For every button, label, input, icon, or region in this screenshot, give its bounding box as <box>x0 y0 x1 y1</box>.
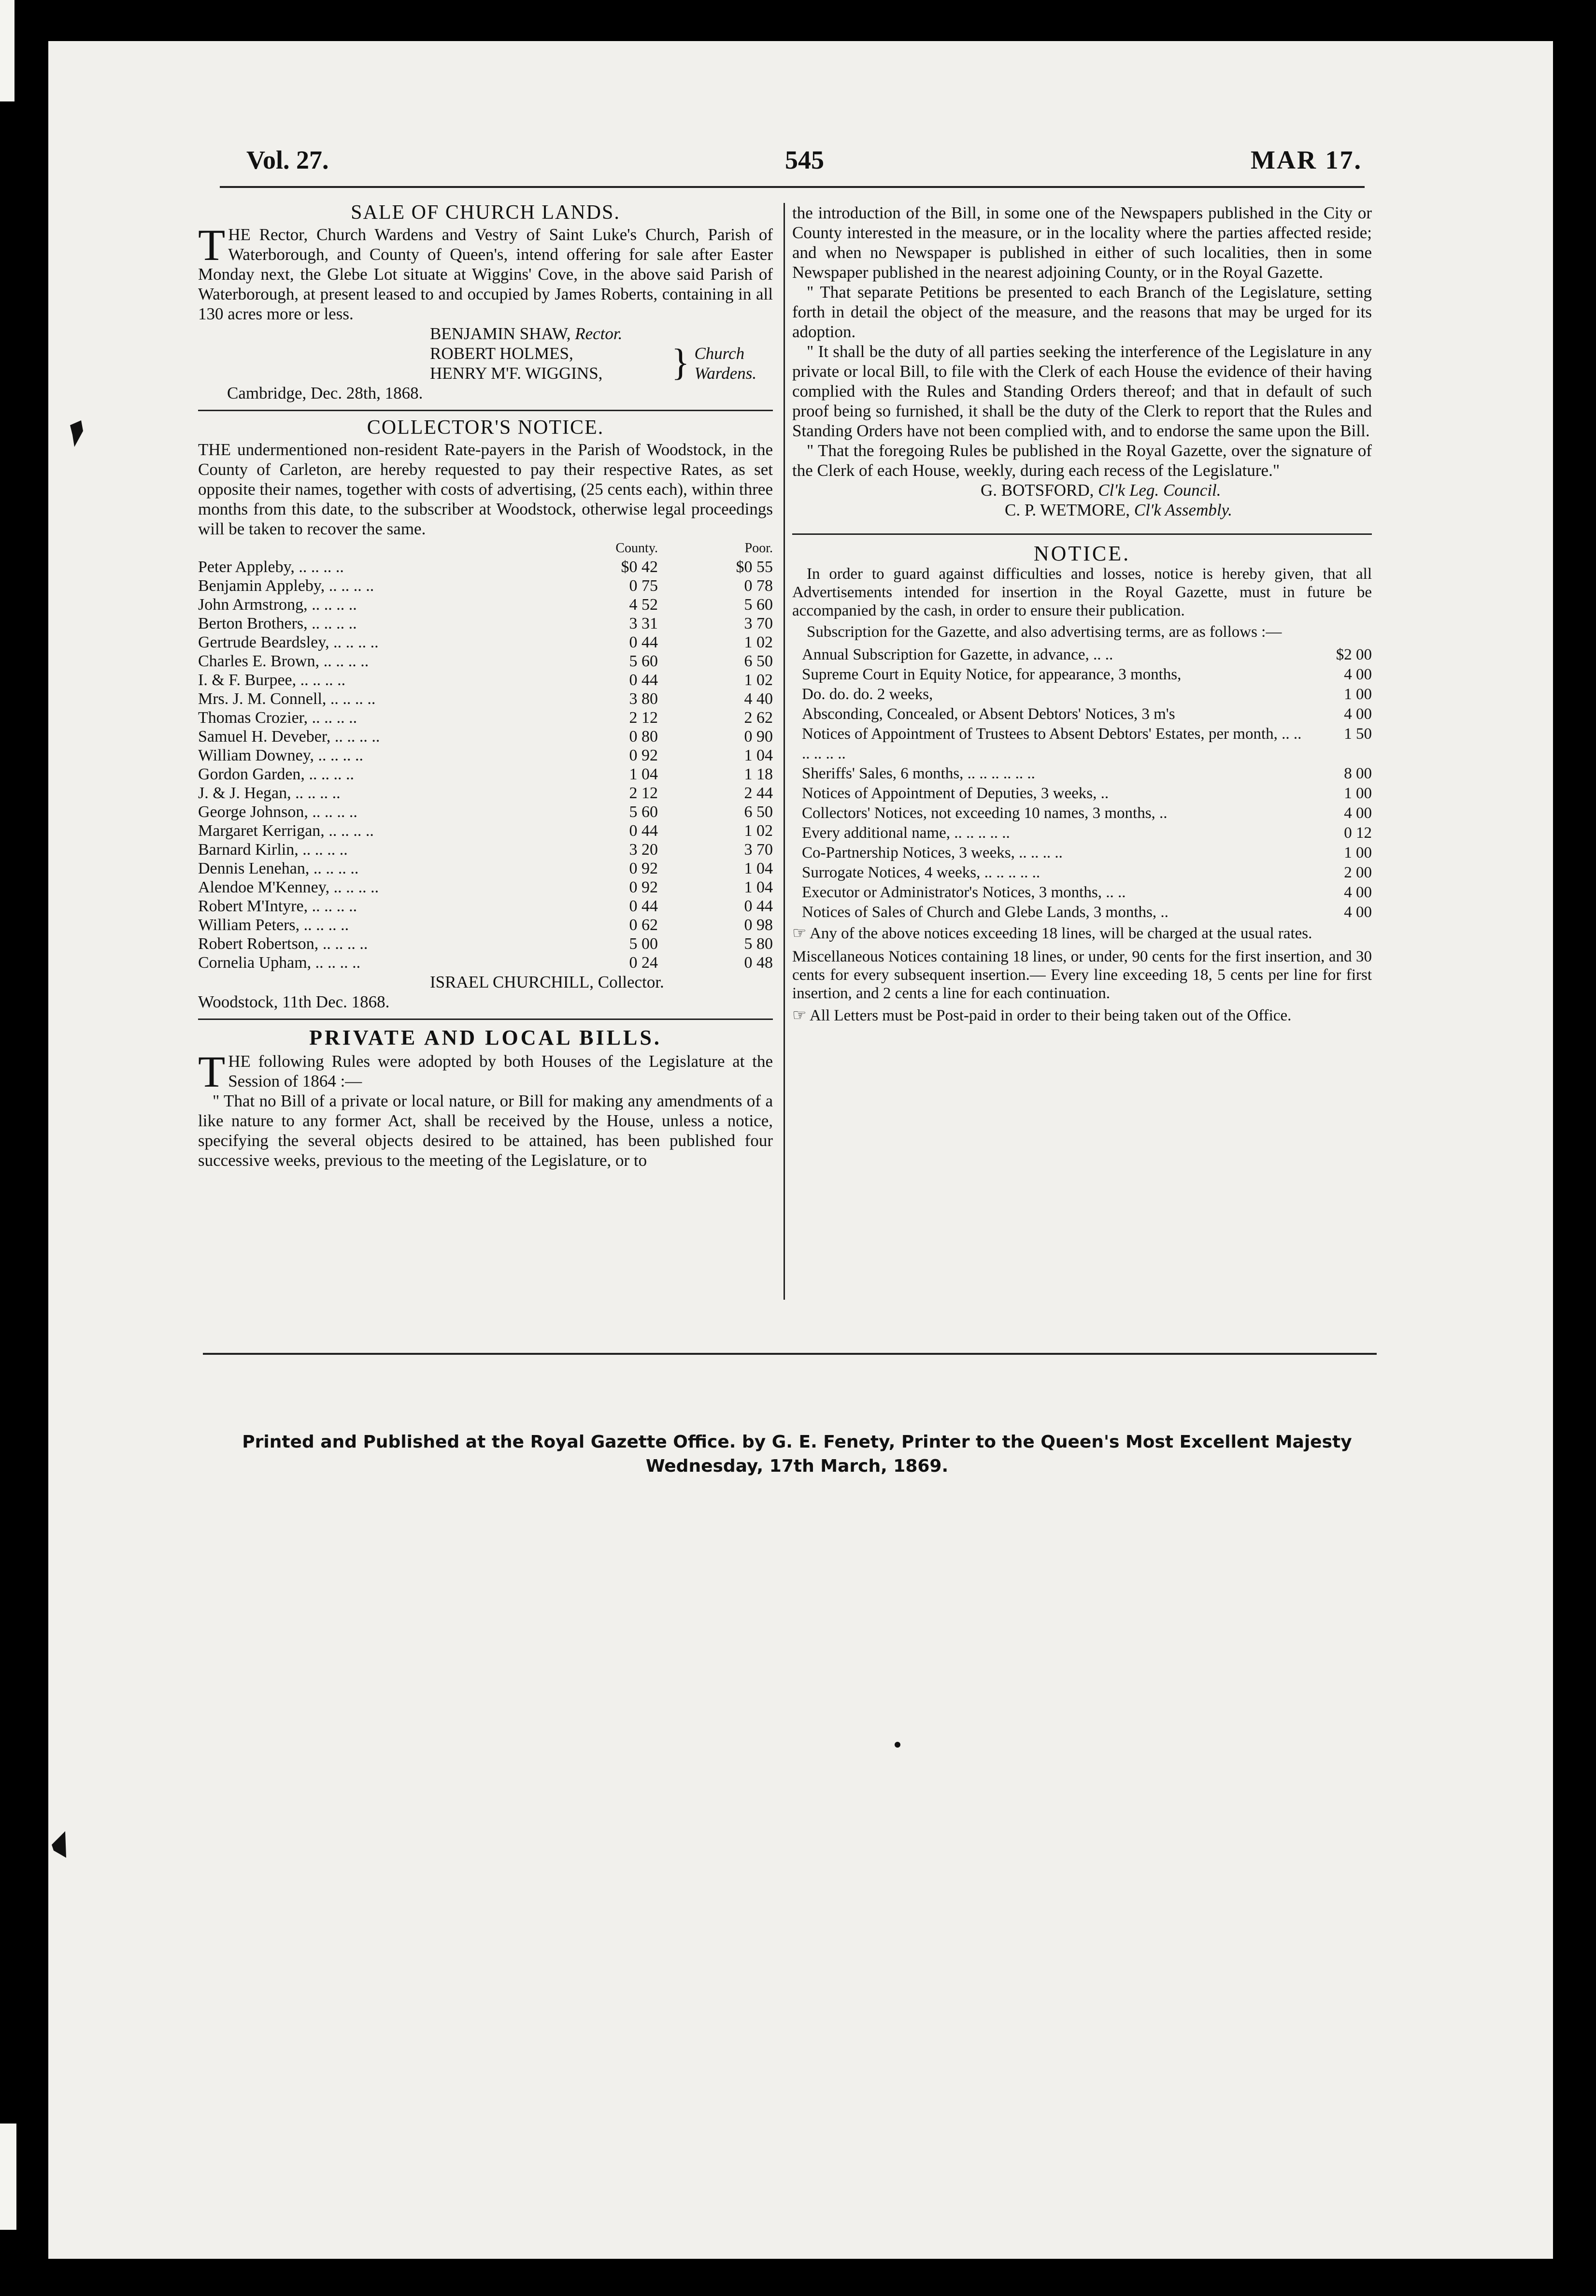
rate-item: Annual Subscription for Gazette, in advance, .. .. <box>802 646 1113 663</box>
pointing-hand-icon: ☞ <box>792 925 810 942</box>
table-row <box>198 765 773 784</box>
rate-amount: $2 00 <box>1336 646 1372 663</box>
rate-item: Every additional name, .. .. .. .. .. <box>802 824 1010 842</box>
table-row <box>198 821 773 840</box>
rate-amount: 0 12 <box>1344 824 1372 842</box>
volume-number: Vol. 27. <box>246 145 329 174</box>
rate-amount: 1 50 <box>1344 725 1372 743</box>
county-rate: 0 80 <box>629 728 658 746</box>
poor-rate: 0 98 <box>744 916 773 934</box>
county-rate: 1 04 <box>629 765 658 783</box>
rate-amount: 1 00 <box>1344 686 1372 703</box>
ratepayer-name: Barnard Kirlin, .. .. .. .. <box>198 841 348 859</box>
poor-rate: 1 04 <box>744 860 773 877</box>
collector-signature: ISRAEL CHURCHILL, Collector. <box>430 973 664 991</box>
poor-rate: 0 90 <box>744 728 773 746</box>
table-row <box>198 897 773 916</box>
rate-row <box>792 764 1372 784</box>
table-row <box>198 576 773 595</box>
county-rate: 5 00 <box>629 935 658 953</box>
ratepayer-name: Dennis Lenehan, .. .. .. .. <box>198 860 359 877</box>
rate-item: Absconding, Concealed, or Absent Debtors' Notices, 3 m's <box>802 705 1175 723</box>
rate-amount: 1 00 <box>1344 785 1372 802</box>
county-rate: 5 60 <box>629 803 658 821</box>
ratepayer-name: Samuel H. Deveber, .. .. .. .. <box>198 728 380 746</box>
rate-row <box>792 704 1372 724</box>
rate-item: Co-Partnership Notices, 3 weeks, .. .. .. .. <box>802 844 1063 861</box>
rate-item: Do. do. do. 2 weeks, <box>802 686 933 703</box>
county-rate: 5 60 <box>629 652 658 670</box>
rate-amount: 4 00 <box>1344 705 1372 723</box>
imprint-printer: Printed and Published at the Royal Gazette Office. by G. E. Fenety, Printer to the Queen's Most Excellent Majesty <box>242 1432 1352 1452</box>
margin-mark-icon <box>68 420 87 449</box>
table-row <box>198 934 773 953</box>
margin-mark-icon <box>51 1831 70 1860</box>
rate-row <box>792 804 1372 823</box>
poor-rate: 1 04 <box>744 746 773 764</box>
poor-rate: 1 04 <box>744 878 773 896</box>
table-row <box>198 689 773 708</box>
poor-rate: 0 48 <box>744 954 773 972</box>
rule-two: " That separate Petitions be presented to each Branch of the Legislature, setting forth in detail the object of the measure, and the reasons that may be urged for its adoption. <box>792 283 1372 341</box>
poor-rate: 1 18 <box>744 765 773 783</box>
rate-amount: 1 00 <box>1344 844 1372 861</box>
county-rate: 0 44 <box>629 822 658 840</box>
collectors-notice-body: THE undermentioned non-resident Rate-payers in the Parish of Woodstock, in the County of Carleton, are hereby requested to pay their respective Rates, as set opposite their names, together with costs of advertising, (25 cents each), within three months from this date, to the subscriber at Woodstock, otherwise legal proceedings will be taken to recover the same. <box>198 440 773 538</box>
council-clerk-signature: G. BOTSFORD, Cl'k Leg. Council. <box>981 481 1221 500</box>
ratepayer-name: Berton Brothers, .. .. .. .. <box>198 615 357 632</box>
county-rate: 2 12 <box>629 709 658 727</box>
binding-tab <box>0 0 14 101</box>
poor-rate: $0 55 <box>736 558 773 576</box>
poor-rate: 1 02 <box>744 671 773 689</box>
table-row <box>198 614 773 633</box>
postage-note: ☞ All Letters must be Post-paid in order to their being taken out of the Office. <box>792 1007 1292 1024</box>
section-rule <box>198 410 773 411</box>
private-bills-title: PRIVATE AND LOCAL BILLS. <box>309 1026 662 1049</box>
table-row <box>198 803 773 821</box>
county-rate: 0 92 <box>629 746 658 764</box>
brace-icon: } <box>671 341 690 383</box>
rate-row <box>792 665 1372 685</box>
drop-cap: T <box>198 220 226 270</box>
notice-para-terms: Subscription for the Gazette, and also advertising terms, are as follows :— <box>807 623 1282 641</box>
rate-amount: 4 00 <box>1344 904 1372 921</box>
column-divider <box>784 203 785 1300</box>
rule-one: " That no Bill of a private or local nature, or Bill for making any amendments of a like nature to any former Act, shall be received by the House, unless a notice, specifying the several objects desired to be attained, has been published four successive weeks, previous to the meeting of the Legislature, or to <box>198 1091 773 1170</box>
poor-rate: 5 80 <box>744 935 773 953</box>
binding-tab <box>0 2124 16 2230</box>
poor-rate: 1 02 <box>744 633 773 651</box>
county-rate: 2 12 <box>629 784 658 802</box>
rate-item: Collectors' Notices, not exceeding 10 names, 3 months, .. <box>802 804 1168 822</box>
county-rate: 0 44 <box>629 633 658 651</box>
rule-four: " That the foregoing Rules be published in the Royal Gazette, over the signature of the Clerk of each House, weekly, during each recess of the Legislature." <box>792 441 1372 480</box>
notice-title: NOTICE. <box>1033 542 1131 565</box>
ratepayer-name: I. & F. Burpee, .. .. .. .. <box>198 671 346 689</box>
ratepayer-name: William Peters, .. .. .. .. <box>198 916 349 934</box>
rate-amount: 4 00 <box>1344 884 1372 901</box>
poor-rate: 6 50 <box>744 652 773 670</box>
imprint-date: Wednesday, 17th March, 1869. <box>645 1456 949 1476</box>
poor-rate: 5 60 <box>744 596 773 614</box>
church-lands-dateline: Cambridge, Dec. 28th, 1868. <box>227 384 423 402</box>
rate-item: Surrogate Notices, 4 weeks, .. .. .. .. .. <box>802 864 1040 881</box>
table-row <box>198 633 773 652</box>
rate-item: Sheriffs' Sales, 6 months, .. .. .. .. .. .. <box>802 765 1035 782</box>
misc-notices-rates: Miscellaneous Notices containing 18 lines, or under, 90 cents for the first insertion, and 30 cents for every subsequent insertion.— Every line exceeding 18, 5 cents per line for first insertion, and 2 cents a line for each continuation. <box>792 948 1372 1002</box>
table-row <box>198 746 773 765</box>
table-row <box>198 916 773 934</box>
poor-rate: 2 44 <box>744 784 773 802</box>
collectors-notice <box>198 418 773 1012</box>
private-bills-intro: THE following Rules were adopted by both Houses of the Legislature at the Session of 1864 :— <box>198 1047 773 1096</box>
masthead <box>246 145 1362 184</box>
imprint <box>193 1430 1401 1478</box>
ratepayer-name: Benjamin Appleby, .. .. .. .. <box>198 577 374 595</box>
table-row <box>198 953 773 972</box>
gazette-notice <box>792 542 1372 1025</box>
county-rate: 0 92 <box>629 860 658 877</box>
ratepayer-name: Charles E. Brown, .. .. .. .. <box>198 652 369 670</box>
issue-date: MAR 17. <box>1251 145 1362 174</box>
rate-item: Notices of Sales of Church and Glebe Lands, 3 months, .. <box>802 904 1168 921</box>
right-column <box>792 203 1372 1025</box>
collectors-dateline: Woodstock, 11th Dec. 1868. <box>198 992 390 1011</box>
ratepayer-name: Alendoe M'Kenney, .. .. .. .. <box>198 878 379 896</box>
wardens-signature: ROBERT HOLMES, HENRY M'F. WIGGINS, } Church Wardens. <box>430 341 757 383</box>
ratepayer-name: George Johnson, .. .. .. .. <box>198 803 357 821</box>
ratepayers-table <box>198 539 773 972</box>
rate-row <box>792 685 1372 704</box>
table-row <box>198 859 773 878</box>
left-column <box>198 203 773 1170</box>
rate-row <box>792 784 1372 804</box>
table-row <box>198 595 773 614</box>
rate-item: Notices of Appointment of Trustees to Absent Debtors' Estates, per month, .. .. .. .. .. .. <box>802 725 1302 762</box>
table-row <box>198 784 773 803</box>
county-rate: 4 52 <box>629 596 658 614</box>
header-rule <box>220 186 1365 188</box>
county-rate: 0 92 <box>629 878 658 896</box>
private-bills-notice <box>198 1028 773 1170</box>
county-rate: $0 42 <box>621 558 658 576</box>
table-row <box>198 652 773 671</box>
table-row <box>198 558 773 576</box>
ratepayer-name: Thomas Crozier, .. .. .. .. <box>198 709 357 727</box>
rate-amount: 4 00 <box>1344 804 1372 822</box>
rate-item: Executor or Administrator's Notices, 3 months, .. .. <box>802 884 1126 901</box>
table-header <box>198 539 773 558</box>
section-rule <box>198 1019 773 1020</box>
section-rule <box>792 533 1372 535</box>
rate-amount: 4 00 <box>1344 666 1372 683</box>
rate-row <box>792 724 1372 764</box>
rate-item: Notices of Appointment of Deputies, 3 weeks, .. <box>802 785 1109 802</box>
county-rate: 3 80 <box>629 690 658 708</box>
ratepayer-name: Peter Appleby, .. .. .. .. <box>198 558 344 576</box>
county-rate: 0 44 <box>629 897 658 915</box>
ratepayer-name: William Downey, .. .. .. .. <box>198 746 364 764</box>
page-number: 545 <box>785 145 824 174</box>
poor-rate: 3 70 <box>744 615 773 632</box>
rate-row <box>792 843 1372 863</box>
county-rate: 3 20 <box>629 841 658 859</box>
church-lands-title: SALE OF CHURCH LANDS. <box>351 201 620 224</box>
ratepayer-name: J. & J. Hegan, .. .. .. .. <box>198 784 341 802</box>
rate-item: Supreme Court in Equity Notice, for appearance, 3 months, <box>802 666 1182 683</box>
rate-row <box>792 645 1372 665</box>
ratepayer-name: Gordon Garden, .. .. .. .. <box>198 765 354 783</box>
poor-header: Poor. <box>744 541 773 556</box>
poor-rate: 4 40 <box>744 690 773 708</box>
church-lands-notice <box>198 203 773 403</box>
table-row <box>198 727 773 746</box>
poor-rate: 6 50 <box>744 803 773 821</box>
ratepayer-name: Robert Robertson, .. .. .. .. <box>198 935 368 953</box>
rule-three: " It shall be the duty of all parties seeking the interference of the Legislature in any private or local Bill, to file with the Clerk of each House the evidence of their having complied with the Rules and Standing Orders thereof; and that in default of such proof being so furnished, it shall be the duty of the Clerk to report that the Rules and Standing Orders have not been complied with, and to endorse the same upon the Bill. <box>792 342 1372 440</box>
county-rate: 0 44 <box>629 671 658 689</box>
bottom-rule <box>203 1353 1377 1355</box>
ratepayer-name: Robert M'Intyre, .. .. .. .. <box>198 897 357 915</box>
excess-lines-note: ☞ Any of the above notices exceeding 18 lines, will be charged at the usual rates. <box>792 925 1312 942</box>
ratepayer-name: Mrs. J. M. Connell, .. .. .. .. <box>198 690 376 708</box>
ratepayer-name: Margaret Kerrigan, .. .. .. .. <box>198 822 374 840</box>
advertising-rates-table <box>792 645 1372 922</box>
poor-rate: 0 44 <box>744 897 773 915</box>
county-rate: 3 31 <box>629 615 658 632</box>
collectors-notice-title: COLLECTOR'S NOTICE. <box>367 416 604 439</box>
ratepayer-name: Gertrude Beardsley, .. .. .. .. <box>198 633 379 651</box>
rate-amount: 2 00 <box>1344 864 1372 881</box>
table-row <box>198 878 773 897</box>
pointing-hand-icon: ☞ <box>792 1007 810 1024</box>
ratepayer-name: Cornelia Upham, .. .. .. .. <box>198 954 361 972</box>
rate-row <box>792 903 1372 922</box>
rector-signature: BENJAMIN SHAW, Rector. <box>430 324 623 343</box>
rule-one-continued: the introduction of the Bill, in some one of the Newspapers published in the City or County interested in the measure, or in the locality where the parties affected reside; and when no Newspaper is published in either of such localities, then in some Newspaper published in the nearest adjoining County, or in the Royal Gazette. <box>792 203 1372 282</box>
table-row <box>198 840 773 859</box>
ink-speck <box>895 1742 900 1748</box>
poor-rate: 0 78 <box>744 577 773 595</box>
county-rate: 0 75 <box>629 577 658 595</box>
county-rate: 0 24 <box>629 954 658 972</box>
rate-amount: 8 00 <box>1344 765 1372 782</box>
county-header: County. <box>615 541 658 556</box>
notice-para-guard: In order to guard against difficulties and losses, notice is hereby given, that all Advertisements intended for insertion in the Royal Gazette, must in future be accompanied by the cash, in order to ensure their publication. <box>792 565 1372 619</box>
poor-rate: 2 62 <box>744 709 773 727</box>
rate-row <box>792 883 1372 903</box>
poor-rate: 3 70 <box>744 841 773 859</box>
table-row <box>198 671 773 689</box>
table-row <box>198 708 773 727</box>
poor-rate: 1 02 <box>744 822 773 840</box>
rate-row <box>792 823 1372 843</box>
assembly-clerk-signature: C. P. WETMORE, Cl'k Assembly. <box>1005 501 1232 519</box>
rate-row <box>792 863 1372 883</box>
drop-cap: T <box>198 1047 226 1096</box>
county-rate: 0 62 <box>629 916 658 934</box>
ratepayer-name: John Armstrong, .. .. .. .. <box>198 596 357 614</box>
church-lands-body: THE Rector, Church Wardens and Vestry of Saint Luke's Church, Parish of Waterborough, and County of Queen's, intend offering for sale after Easter Monday next, the Glebe Lot situate at Wiggins' Cove, in the above said Parish of Waterborough, at present leased to and occupied by James Roberts, containing in all 130 acres more or less. <box>198 220 773 323</box>
